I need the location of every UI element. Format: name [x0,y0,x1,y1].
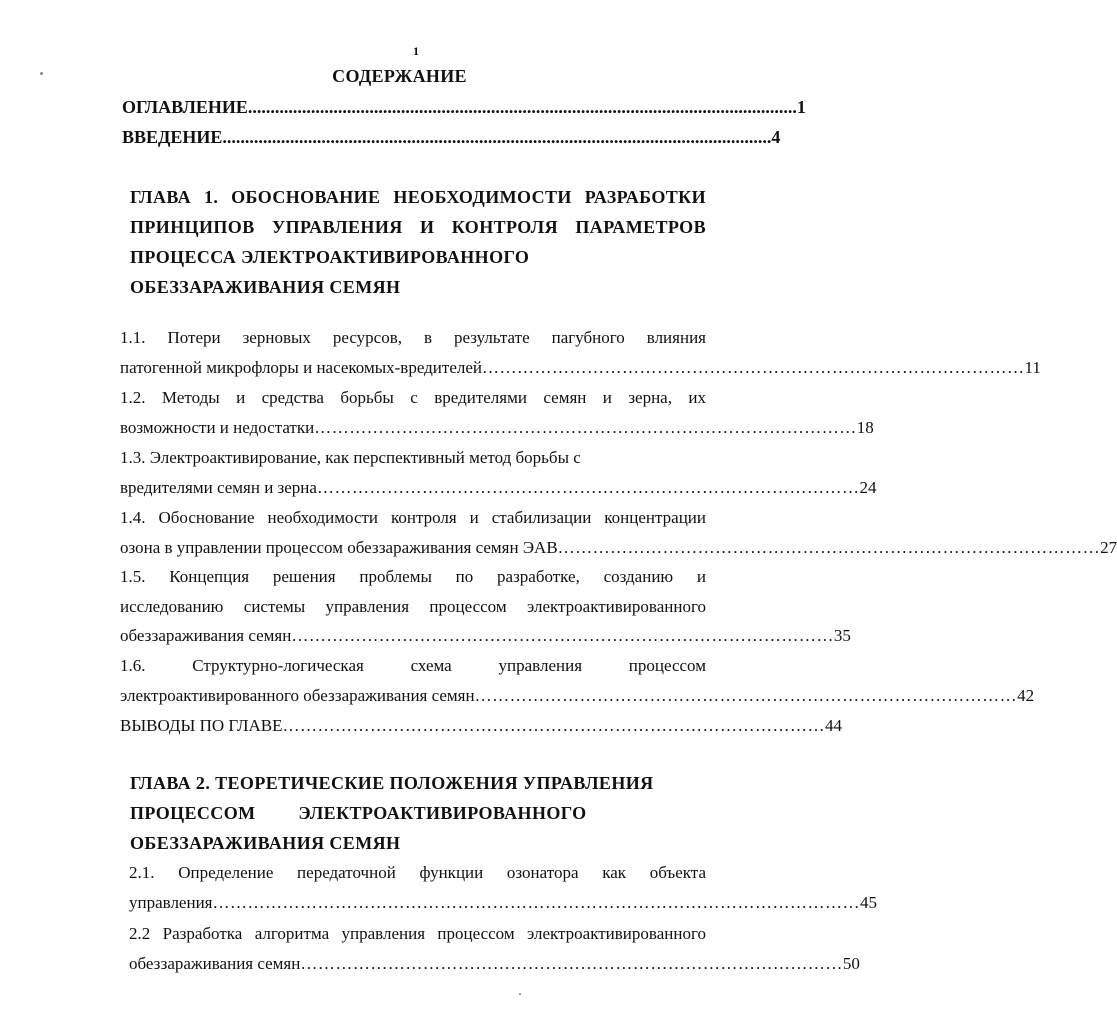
toc-entry-text: ВЫВОДЫ ПО ГЛАВЕ [120,716,283,735]
toc-entry-text: обеззараживания семян [129,953,301,973]
toc-entry-text: озона в управлении процессом обеззараживания семян ЭАВ [120,537,558,557]
scan-speck [519,993,521,995]
toc-entry-text: 1.4. Обоснование необходимости контроля и стабилизации концентрации [120,508,706,527]
toc-entry-text: 1.5. Концепция решения проблемы по разработке, созданию и [120,567,706,586]
toc-entry-2-2[interactable] [129,919,860,978]
chapter-1-heading[interactable] [130,182,706,302]
toc-entry-conclusions[interactable] [120,711,842,741]
toc-entry-1-3[interactable] [120,443,877,502]
toc-entry-1-5[interactable] [120,562,851,651]
heading-line: ОБЕЗЗАРАЖИВАНИЯ СЕМЯН [130,833,401,853]
heading-line: ПРОЦЕССА ЭЛЕКТРОАКТИВИРОВАННОГО [130,247,530,267]
toc-entry-text: исследованию системы управления процессом электроактивированного [120,596,706,616]
toc-entry-text: 1.3. Электроактивирование, как перспективный метод борьбы с [120,448,581,467]
toc-entry-2-1[interactable] [129,858,877,917]
toc-page-number: 11 [1024,357,1041,377]
toc-page-number: 35 [833,626,851,645]
dot-leader: ………………………………………………………………………………… [316,477,860,497]
heading-line: ГЛАВА 1. ОБОСНОВАНИЕ НЕОБХОДИМОСТИ РАЗРАБОТКИ [130,187,706,207]
toc-page-number: 42 [1017,685,1035,705]
toc-entry-1-4[interactable] [120,503,1117,562]
heading-line: ОБЕЗЗАРАЖИВАНИЯ СЕМЯН [130,277,401,297]
dot-leader: .......................................................................................................................... [247,97,797,117]
dot-leader: ………………………………………………………………………………… [291,626,834,645]
toc-entry-text: возможности и недостатки [120,417,315,437]
dot-leader: ………………………………………………………………………………………………… [212,892,860,912]
toc-entry-text: управления [129,892,213,912]
dot-leader: ………………………………………………………………………………… [474,685,1018,705]
toc-page-number: 50 [842,953,860,973]
dot-leader: ………………………………………………………………………………… [314,417,857,437]
toc-entry-introduction[interactable] [122,126,781,148]
heading-line: ГЛАВА 2. ТЕОРЕТИЧЕСКИЕ ПОЛОЖЕНИЯ УПРАВЛЕНИЯ [130,773,654,793]
dot-leader: ………………………………………………………………………………… [282,716,825,735]
toc-entry-text: вредителями семян и зерна [120,477,317,497]
toc-page-number: 18 [856,417,874,437]
toc-entry-contents[interactable] [122,96,806,118]
dot-leader: ………………………………………………………………………………… [557,537,1101,557]
toc-entry-text: электроактивированного обеззараживания семян [120,685,475,705]
toc-entry-text: 2.1. Определение передаточной функции озонатора как объекта [129,863,706,882]
dot-leader: ………………………………………………………………………………… [300,953,843,973]
heading-line: ПРОЦЕССОМ ЭЛЕКТРОАКТИВИРОВАННОГО [130,803,587,823]
page-number: 1 [413,44,419,58]
toc-entry-1-1[interactable] [120,323,1041,382]
toc-entry-text: 1.2. Методы и средства борьбы с вредителями семян и зерна, их [120,388,706,407]
chapter-2-heading[interactable] [130,768,706,858]
toc-entry-text: 1.6. Структурно-логическая схема управления процессом [120,656,706,675]
toc-entry-1-6[interactable] [120,651,1035,710]
toc-entry-label: ВВЕДЕНИЕ [122,127,223,147]
toc-entry-label: ОГЛАВЛЕНИЕ [122,97,248,117]
heading-line: ПРИНЦИПОВ УПРАВЛЕНИЯ И КОНТРОЛЯ ПАРАМЕТРОВ [130,217,706,237]
dot-leader: .......................................................................................................................... [222,127,772,147]
toc-entry-text: 1.1. Потери зерновых ресурсов, в результате пагубного влияния [120,328,706,347]
scan-speck [40,72,43,75]
dot-leader: ………………………………………………………………………………… [482,357,1025,377]
toc-entry-text: 2.2 Разработка алгоритма управления процессом электроактивированного [129,924,706,943]
toc-entry-1-2[interactable] [120,383,874,442]
toc-page-number: 1 [796,97,806,117]
toc-entry-text: обеззараживания семян [120,626,292,645]
page-title: СОДЕРЖАНИЕ [332,66,467,86]
toc-page-number: 24 [859,477,877,497]
toc-page-number: 4 [771,127,781,147]
toc-entry-text: патогенной микрофлоры и насекомых-вредителей [120,357,483,377]
toc-page-number: 27 [1100,537,1117,557]
toc-page-number: 44 [825,716,842,735]
toc-page-number: 45 [860,892,877,912]
